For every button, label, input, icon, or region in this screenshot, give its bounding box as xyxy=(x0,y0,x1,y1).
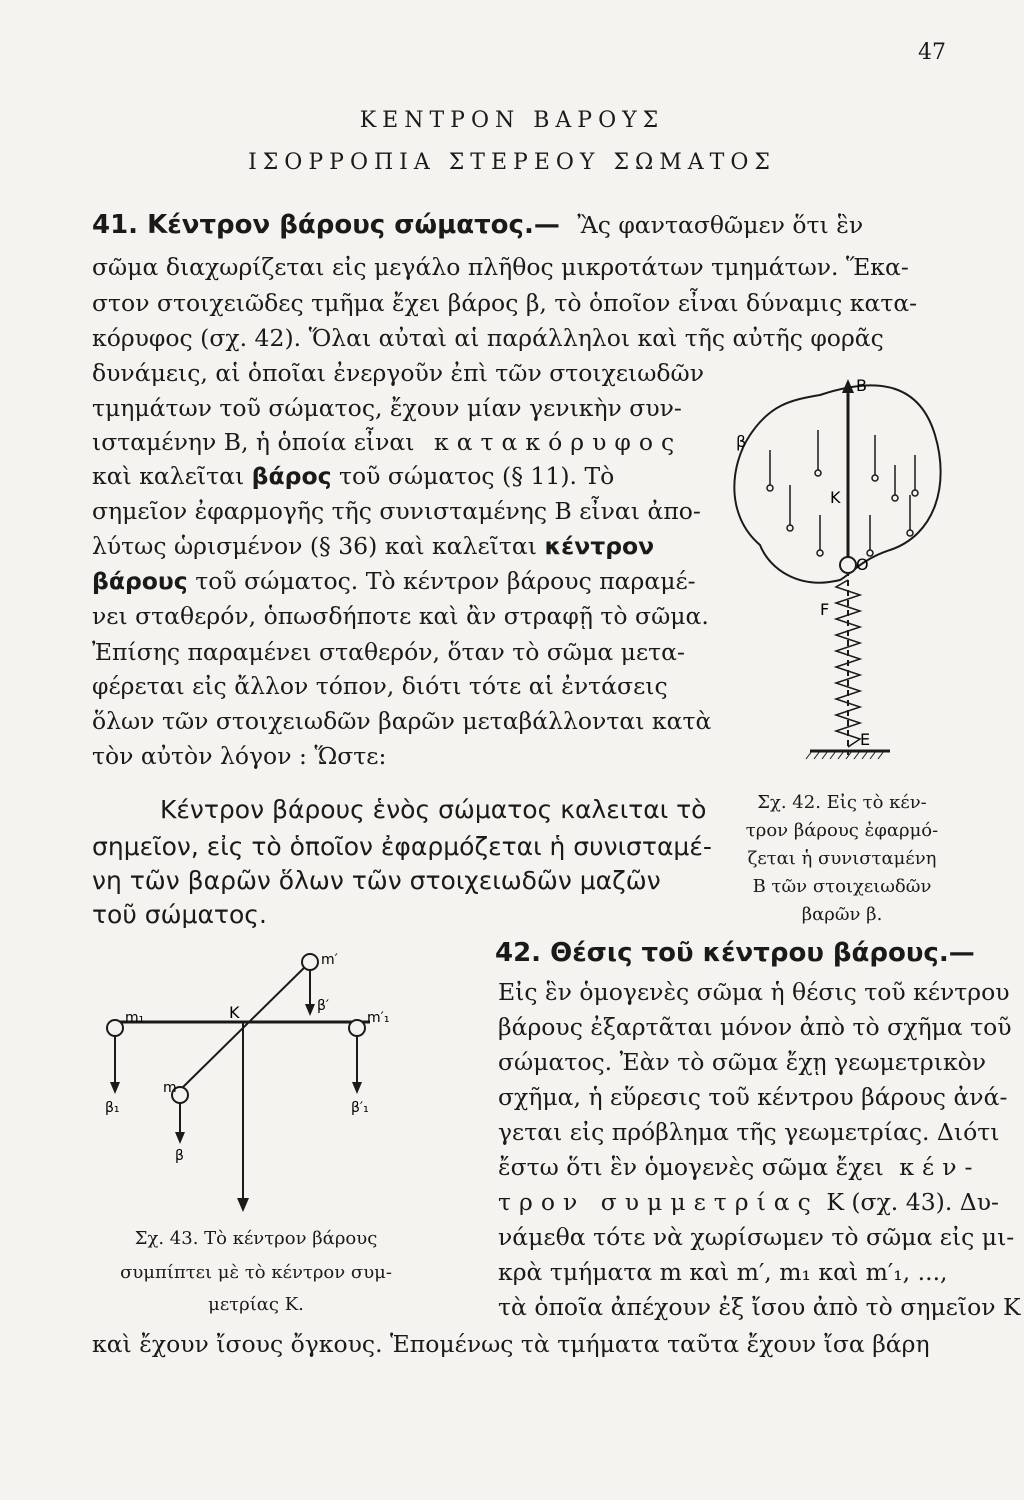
label-beta: β xyxy=(736,432,747,451)
section-41-line-3: στον στοιχειῶδες τμῆμα ἔχει βάρος β, τὸ ὁποῖον εἶναι δύναμις κατα- xyxy=(92,289,918,317)
term-weight: βάρος xyxy=(251,462,332,490)
label-O: O xyxy=(856,555,869,574)
label-beta-prime: β′ xyxy=(317,998,330,1014)
label-K: K xyxy=(229,1003,240,1022)
section-41-line-1: 41. Κέντρον βάρους σώματος.— Ἂς φαντασθῶμεν ὅτι ἓν xyxy=(92,210,864,240)
label-m: m xyxy=(163,1080,177,1096)
section-41-line-4: κόρυφος (σχ. 42). Ὅλαι αὐταὶ αἱ παράλληλοι καὶ τῆς αὐτῆς φορᾶς xyxy=(92,324,884,352)
section-42-line-10: τὰ ὁποῖα ἀπέχουν ἐξ ἴσου ἀπὸ τὸ σημεῖον Κ xyxy=(498,1293,1021,1321)
label-K: K xyxy=(830,488,841,507)
figure-43-caption-1: Σχ. 43. Τὸ κέντρον βάρους xyxy=(134,1228,378,1249)
term-of-gravity: βάρους xyxy=(92,567,188,595)
section-41-line-5: δυνάμεις, αἱ ὁποῖαι ἐνεργοῦν ἐπὶ τῶν στοιχειωδῶν xyxy=(92,359,704,387)
label-beta1: β₁ xyxy=(105,1100,120,1116)
section-41-line-13: Ἐπίσης παραμένει σταθερόν, ὅταν τὸ σῶμα μετα- xyxy=(92,638,685,666)
section-41-line-14: φέρεται εἰς ἄλλον τόπον, διότι τότε αἱ ἐντάσεις xyxy=(92,672,668,700)
elementary-weights xyxy=(767,430,918,556)
term-center: κέντρον xyxy=(544,532,655,560)
emphasis-vertical: κατακόρυφος xyxy=(434,428,683,456)
section-41-line-10: λύτως ὡρισμένον (§ 36) καὶ καλεῖται κέντρον xyxy=(92,532,655,560)
section-42-line-4: σχῆμα, ἡ εὕρεσις τοῦ κέντρου βάρους ἀνά- xyxy=(498,1083,1008,1111)
label-m1: m₁ xyxy=(125,1010,145,1026)
label-beta: β xyxy=(175,1148,184,1164)
section-41-line-9: σημεῖον ἐφαρμογῆς τῆς συνισταμένης Β εἶναι ἀπο- xyxy=(92,497,701,525)
mass-m1-prime xyxy=(349,1020,365,1036)
section-41-line-12: νει σταθερόν, ὁπωσδήποτε καὶ ἂν στραφῇ τὸ σῶμα. xyxy=(92,602,709,630)
figure-43-caption-2: συμπίπτει μὲ τὸ κέντρον συμ- xyxy=(120,1262,392,1283)
section-42-line-9: κρὰ τμήματα m καὶ m′, m₁ καὶ m′₁, ..., xyxy=(498,1258,948,1286)
section-41-heading: 41. Κέντρον βάρους σώματος.— xyxy=(92,210,560,240)
definition-line-1: Κέντρον βάρους ἑνὸς σώματος καλειται τὸ xyxy=(160,795,707,824)
figure-42 xyxy=(710,365,960,785)
figure-42-caption-3: ζεται ἡ συνισταμένη xyxy=(747,848,937,869)
mass-m-prime xyxy=(302,954,318,970)
section-41-line-7: ισταμένην Β, ἡ ὁποία εἶναι κατακόρυφος xyxy=(92,428,683,456)
section-42-line-11: καὶ ἔχουν ἴσους ὄγκους. Ἑπομένως τὰ τμήματα ταῦτα ἔχουν ἴσα βάρη xyxy=(92,1330,930,1358)
mass-m1 xyxy=(107,1020,123,1036)
label-E: E xyxy=(860,730,871,749)
label-m-prime: m′ xyxy=(321,952,338,968)
chapter-subtitle: ΙΣΟΡΡΟΠΙΑ ΣΤΕΡΕΟΥ ΣΩΜΑΤΟΣ xyxy=(248,150,776,175)
definition-line-2: σημεῖον, εἰς τὸ ὁποῖον ἐφαρμόζεται ἡ συνισταμέ- xyxy=(92,832,712,861)
figure-42-caption-5: βαρῶν β. xyxy=(801,904,883,925)
section-42-line-2: βάρους ἐξαρτᾶται μόνον ἀπὸ τὸ σχῆμα τοῦ xyxy=(498,1013,1012,1041)
label-beta1-prime: β′₁ xyxy=(351,1100,369,1116)
body-outline xyxy=(734,385,940,582)
chapter-title: ΚΕΝΤΡΟΝ ΒΑΡΟΥΣ xyxy=(359,108,665,133)
section-41-line-8: καὶ καλεῖται βάρος τοῦ σώματος (§ 11). Τὸ xyxy=(92,462,615,490)
section-42-line-3: σώματος. Ἐὰν τὸ σῶμα ἔχῃ γεωμετρικὸν xyxy=(498,1048,987,1076)
section-41-line-6: τμημάτων τοῦ σώματος, ἔχουν μίαν γενικὴν συν- xyxy=(92,394,682,422)
section-41-line-11: βάρους τοῦ σώματος. Τὸ κέντρον βάρους παραμέ- xyxy=(92,567,696,595)
section-42-line-5: γεται εἰς πρόβλημα τῆς γεωμετρίας. Διότι xyxy=(498,1118,1000,1146)
section-42-line-8: νάμεθα τότε νὰ χωρίσωμεν τὸ σῶμα εἰς μι- xyxy=(498,1223,1015,1251)
figure-43 xyxy=(95,950,425,1215)
section-41-line-2: σῶμα διαχωρίζεται εἰς μεγάλο πλῆθος μικροτάτων τμημάτων. Ἕκα- xyxy=(92,253,909,281)
figure-43-caption-3: μετρίας Κ. xyxy=(208,1294,304,1315)
figure-42-caption-4: Β τῶν στοιχειωδῶν xyxy=(752,876,932,897)
label-m1-prime: m′₁ xyxy=(367,1010,390,1026)
definition-line-3: νη τῶν βαρῶν ὅλων τῶν στοιχειωδῶν μαζῶν xyxy=(92,866,661,895)
point-O xyxy=(840,557,856,573)
section-42-line-7: τρον συμμετρίας Κ (σχ. 43). Δυ- xyxy=(498,1188,999,1216)
section-41-line-16: τὸν αὐτὸν λόγον : Ὥστε: xyxy=(92,742,387,770)
label-F: F xyxy=(820,600,830,619)
emphasis-symmetry: τρον συμμετρίας xyxy=(498,1188,819,1216)
figure-42-caption-1: Σχ. 42. Εἰς τὸ κέν- xyxy=(757,792,927,813)
section-42-line-6: ἔστω ὅτι ἓν ὁμογενὲς σῶμα ἔχει κέν- xyxy=(498,1153,981,1181)
section-41-line-15: ὅλων τῶν στοιχειωδῶν βαρῶν μεταβάλλονται κατὰ xyxy=(92,707,712,735)
emphasis-center: κέν- xyxy=(899,1153,981,1181)
section-42-heading: 42. Θέσις τοῦ κέντρου βάρους.— xyxy=(495,938,975,968)
figure-42-caption-2: τρον βάρους ἐφαρμό- xyxy=(745,820,939,841)
section-42-line-1: Εἰς ἓν ὁμογενὲς σῶμα ἡ θέσις τοῦ κέντρου xyxy=(498,978,1010,1006)
label-B: B xyxy=(856,376,867,395)
definition-line-4: τοῦ σώματος. xyxy=(92,900,267,929)
page-number: 47 xyxy=(918,40,946,65)
diagonal-rod xyxy=(180,962,310,1090)
